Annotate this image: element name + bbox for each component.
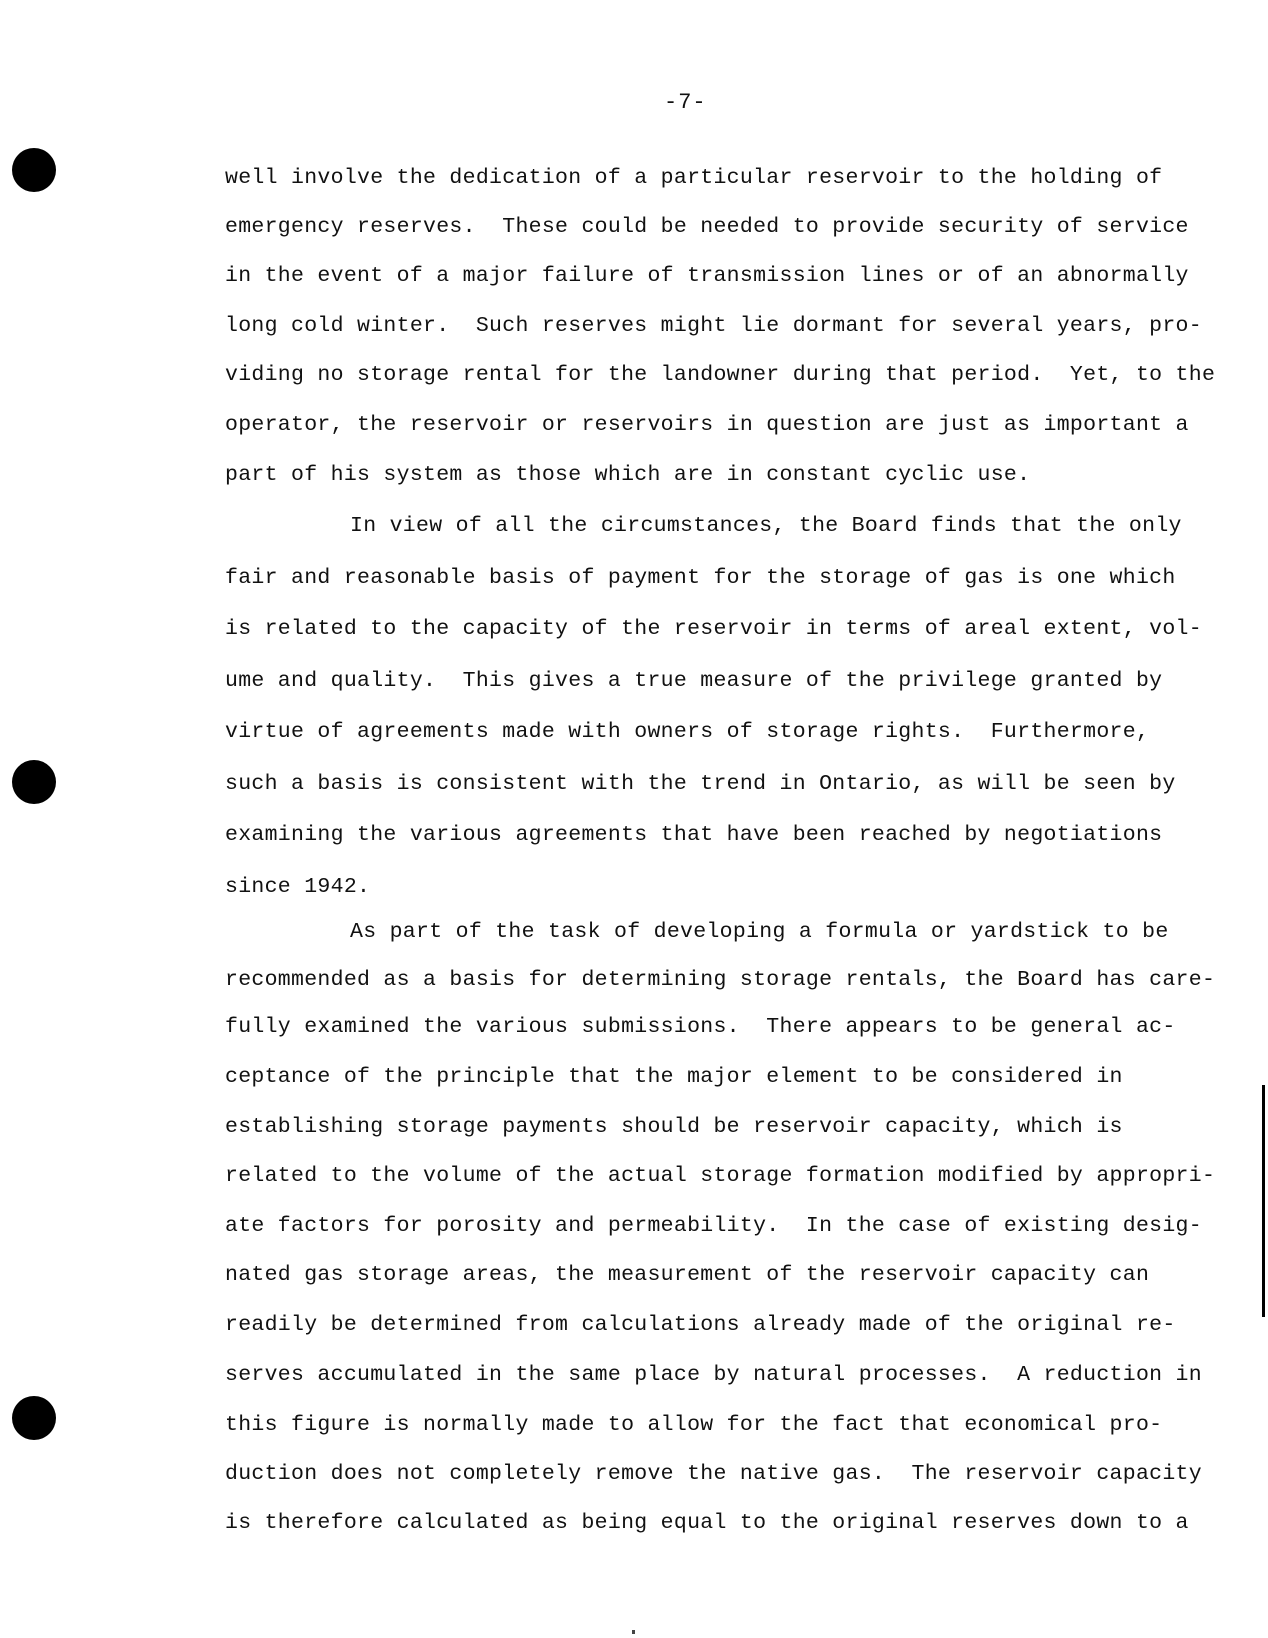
text-line: In view of all the circumstances, the Board finds that the only bbox=[350, 514, 1182, 538]
text-line: establishing storage payments should be reservoir capacity, which is bbox=[225, 1115, 1123, 1139]
text-line: fair and reasonable basis of payment for the storage of gas is one which bbox=[225, 566, 1176, 590]
text-line: part of his system as those which are in constant cyclic use. bbox=[225, 463, 1031, 487]
margin-mark bbox=[1262, 1085, 1265, 1317]
text-line: ceptance of the principle that the major element to be considered in bbox=[225, 1065, 1123, 1089]
page-number: -7- bbox=[664, 90, 707, 115]
punch-hole-top bbox=[12, 148, 56, 192]
text-line: long cold winter. Such reserves might lie dormant for several years, pro- bbox=[225, 314, 1202, 338]
text-line: ate factors for porosity and permeability. In the case of existing desig- bbox=[225, 1214, 1202, 1238]
scan-speck bbox=[632, 1630, 635, 1634]
text-line: serves accumulated in the same place by natural processes. A reduction in bbox=[225, 1363, 1202, 1387]
punch-hole-middle bbox=[12, 760, 56, 804]
text-line: nated gas storage areas, the measurement of the reservoir capacity can bbox=[225, 1263, 1150, 1287]
text-line: duction does not completely remove the native gas. The reservoir capacity bbox=[225, 1462, 1202, 1486]
text-line: since 1942. bbox=[225, 875, 371, 899]
text-line: readily be determined from calculations already made of the original re- bbox=[225, 1313, 1176, 1337]
text-line: ume and quality. This gives a true measure of the privilege granted by bbox=[225, 669, 1163, 693]
text-line: operator, the reservoir or reservoirs in question are just as important a bbox=[225, 413, 1189, 437]
text-line: is related to the capacity of the reservoir in terms of areal extent, vol- bbox=[225, 617, 1202, 641]
text-line: examining the various agreements that have been reached by negotiations bbox=[225, 823, 1163, 847]
text-line: related to the volume of the actual storage formation modified by appropri- bbox=[225, 1164, 1216, 1188]
text-line: this figure is normally made to allow for the fact that economical pro- bbox=[225, 1413, 1163, 1437]
text-line: fully examined the various submissions. There appears to be general ac- bbox=[225, 1015, 1176, 1039]
text-line: recommended as a basis for determining storage rentals, the Board has care- bbox=[225, 968, 1216, 992]
text-line: virtue of agreements made with owners of storage rights. Furthermore, bbox=[225, 720, 1150, 744]
punch-hole-bottom bbox=[12, 1396, 56, 1440]
text-line: in the event of a major failure of transmission lines or of an abnormally bbox=[225, 264, 1189, 288]
text-line: emergency reserves. These could be needed to provide security of service bbox=[225, 215, 1189, 239]
text-line: is therefore calculated as being equal to the original reserves down to a bbox=[225, 1511, 1189, 1535]
text-line: As part of the task of developing a formula or yardstick to be bbox=[350, 920, 1169, 944]
text-line: such a basis is consistent with the trend in Ontario, as will be seen by bbox=[225, 772, 1176, 796]
text-line: well involve the dedication of a particular reservoir to the holding of bbox=[225, 166, 1163, 190]
text-line: viding no storage rental for the landowner during that period. Yet, to the bbox=[225, 363, 1216, 387]
